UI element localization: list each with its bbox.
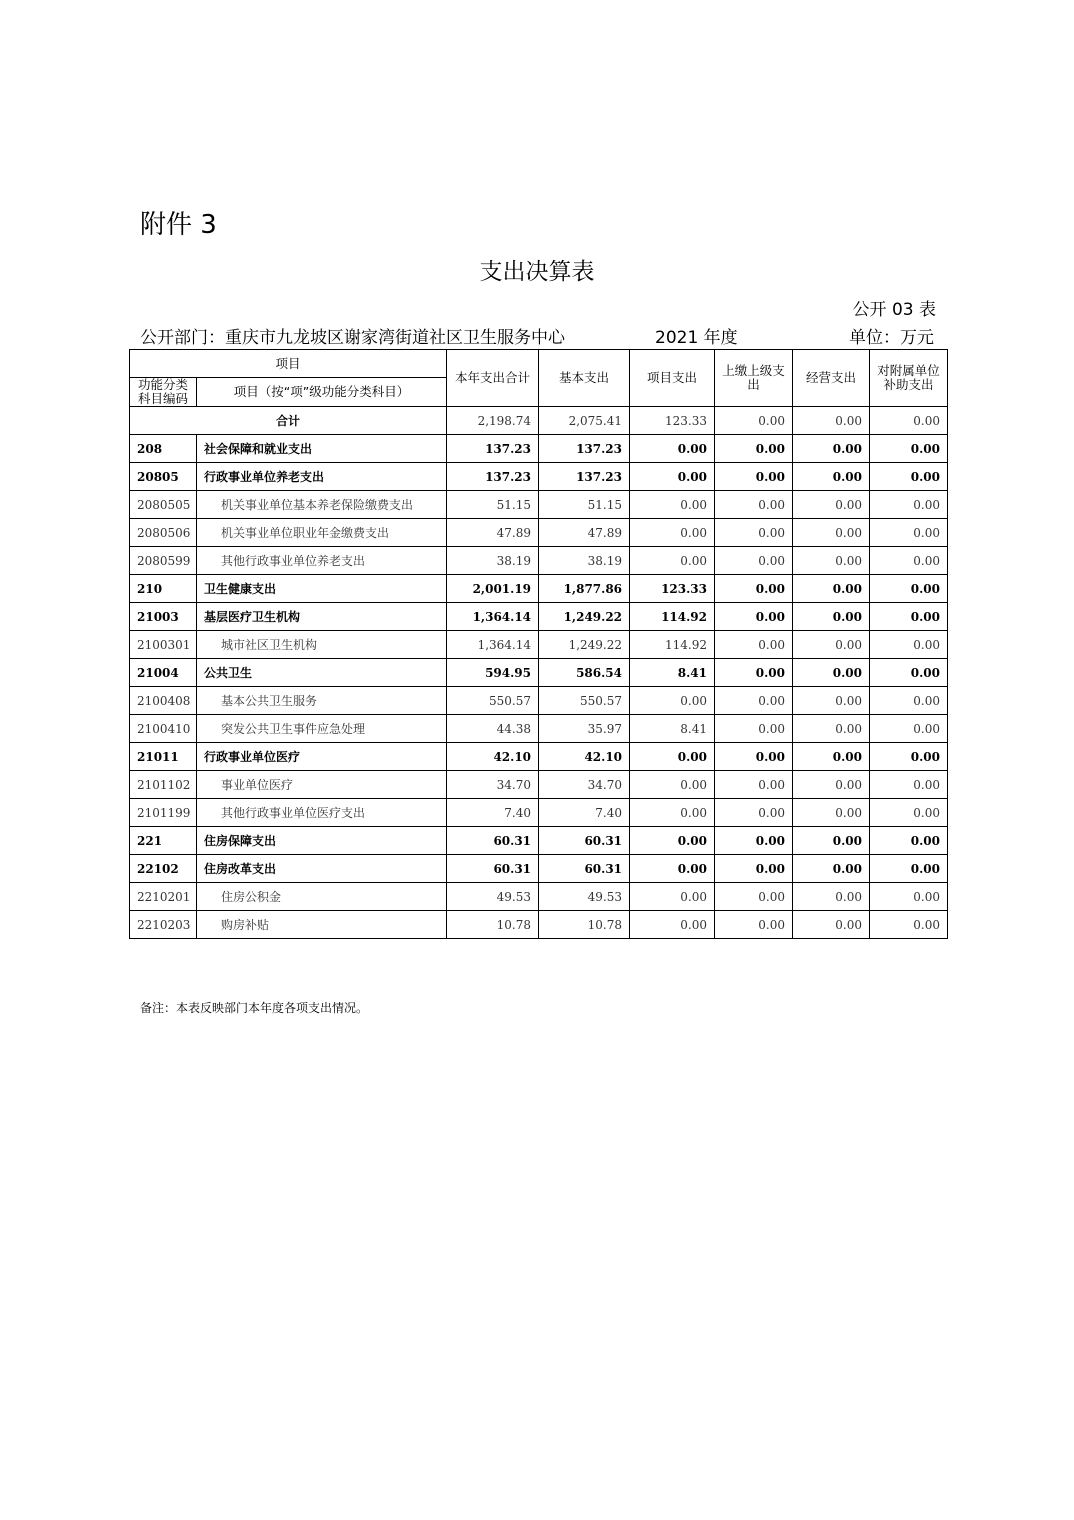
header-code: 功能分类科目编码 [130,378,197,407]
basic-cell: 34.70 [539,771,630,799]
code-cell: 2080505 [130,491,197,519]
subsidy-cell: 0.00 [870,547,948,575]
basic-cell: 60.31 [539,827,630,855]
name-cell: 其他行政事业单位医疗支出 [197,799,447,827]
business-cell: 0.00 [793,575,870,603]
basic-cell: 38.19 [539,547,630,575]
name-cell: 事业单位医疗 [197,771,447,799]
subsidy-cell: 0.00 [870,799,948,827]
code-cell: 221 [130,827,197,855]
subsidy-cell: 0.00 [870,519,948,547]
table-row [130,631,948,659]
subsidy-cell: 0.00 [870,883,948,911]
superior-cell: 0.00 [715,547,793,575]
basic-cell: 42.10 [539,743,630,771]
total-cell: 2,001.19 [447,575,539,603]
code-cell: 2080599 [130,547,197,575]
table-row [130,659,948,687]
project-cell: 123.33 [630,407,715,435]
total-cell: 60.31 [447,855,539,883]
total-cell: 10.78 [447,911,539,939]
table-row [130,911,948,939]
fiscal-year: 2021 年度 [655,328,738,348]
basic-cell: 1,249.22 [539,603,630,631]
header-total: 本年支出合计 [447,350,539,407]
header-item: 项目 [130,350,447,378]
superior-cell: 0.00 [715,827,793,855]
basic-cell: 2,075.41 [539,407,630,435]
total-cell: 2,198.74 [447,407,539,435]
header-name: 项目（按“项”级功能分类科目） [197,378,447,407]
superior-cell: 0.00 [715,407,793,435]
code-cell: 2100301 [130,631,197,659]
basic-cell: 1,249.22 [539,631,630,659]
superior-cell: 0.00 [715,715,793,743]
table-row [130,799,948,827]
total-label: 合计 [130,407,447,435]
header-project: 项目支出 [630,350,715,407]
project-cell: 0.00 [630,827,715,855]
business-cell: 0.00 [793,659,870,687]
name-cell: 公共卫生 [197,659,447,687]
superior-cell: 0.00 [715,575,793,603]
subsidy-cell: 0.00 [870,771,948,799]
project-cell: 0.00 [630,463,715,491]
project-cell: 0.00 [630,687,715,715]
total-cell: 47.89 [447,519,539,547]
code-cell: 210 [130,575,197,603]
business-cell: 0.00 [793,883,870,911]
subsidy-cell: 0.00 [870,715,948,743]
code-cell: 21011 [130,743,197,771]
project-cell: 114.92 [630,603,715,631]
total-cell: 550.57 [447,687,539,715]
total-cell: 60.31 [447,827,539,855]
basic-cell: 586.54 [539,659,630,687]
name-cell: 行政事业单位医疗 [197,743,447,771]
name-cell: 住房公积金 [197,883,447,911]
subsidy-cell: 0.00 [870,659,948,687]
name-cell: 机关事业单位职业年金缴费支出 [197,519,447,547]
subsidy-cell: 0.00 [870,743,948,771]
table-row [130,603,948,631]
superior-cell: 0.00 [715,463,793,491]
total-cell: 137.23 [447,435,539,463]
total-cell: 594.95 [447,659,539,687]
name-cell: 基本公共卫生服务 [197,687,447,715]
superior-cell: 0.00 [715,911,793,939]
subsidy-cell: 0.00 [870,855,948,883]
subsidy-cell: 0.00 [870,827,948,855]
superior-cell: 0.00 [715,631,793,659]
subsidy-cell: 0.00 [870,603,948,631]
basic-cell: 49.53 [539,883,630,911]
total-cell: 44.38 [447,715,539,743]
project-cell: 8.41 [630,659,715,687]
table-row [130,547,948,575]
project-cell: 0.00 [630,743,715,771]
basic-cell: 137.23 [539,463,630,491]
code-cell: 2100410 [130,715,197,743]
name-cell: 机关事业单位基本养老保险缴费支出 [197,491,447,519]
business-cell: 0.00 [793,463,870,491]
name-cell: 基层医疗卫生机构 [197,603,447,631]
table-row [130,687,948,715]
basic-cell: 60.31 [539,855,630,883]
name-cell: 住房改革支出 [197,855,447,883]
business-cell: 0.00 [793,631,870,659]
code-cell: 21004 [130,659,197,687]
basic-cell: 137.23 [539,435,630,463]
subsidy-cell: 0.00 [870,491,948,519]
form-number: 公开 03 表 [852,300,936,320]
superior-cell: 0.00 [715,659,793,687]
superior-cell: 0.00 [715,435,793,463]
total-row [130,407,948,435]
project-cell: 0.00 [630,883,715,911]
business-cell: 0.00 [793,547,870,575]
table-row [130,575,948,603]
code-cell: 2101199 [130,799,197,827]
name-cell: 购房补贴 [197,911,447,939]
table-row [130,883,948,911]
subsidy-cell: 0.00 [870,687,948,715]
expenditure-table [129,349,948,939]
basic-cell: 35.97 [539,715,630,743]
table-row [130,519,948,547]
basic-cell: 47.89 [539,519,630,547]
table-row [130,491,948,519]
project-cell: 0.00 [630,855,715,883]
code-cell: 2210203 [130,911,197,939]
total-cell: 1,364.14 [447,631,539,659]
superior-cell: 0.00 [715,519,793,547]
code-cell: 2080506 [130,519,197,547]
business-cell: 0.00 [793,911,870,939]
code-cell: 20805 [130,463,197,491]
subsidy-cell: 0.00 [870,631,948,659]
business-cell: 0.00 [793,855,870,883]
basic-cell: 550.57 [539,687,630,715]
business-cell: 0.00 [793,519,870,547]
business-cell: 0.00 [793,771,870,799]
table-row [130,771,948,799]
table-row [130,827,948,855]
table-row [130,855,948,883]
superior-cell: 0.00 [715,771,793,799]
business-cell: 0.00 [793,743,870,771]
header-superior: 上缴上级支出 [715,350,793,407]
project-cell: 8.41 [630,715,715,743]
business-cell: 0.00 [793,491,870,519]
subsidy-cell: 0.00 [870,407,948,435]
total-cell: 34.70 [447,771,539,799]
unit-label: 单位：万元 [849,328,934,348]
attachment-label: 附件 3 [140,210,217,240]
total-cell: 49.53 [447,883,539,911]
basic-cell: 1,877.86 [539,575,630,603]
superior-cell: 0.00 [715,883,793,911]
superior-cell: 0.00 [715,687,793,715]
superior-cell: 0.00 [715,743,793,771]
name-cell: 城市社区卫生机构 [197,631,447,659]
department-label: 公开部门：重庆市九龙坡区谢家湾街道社区卫生服务中心 [140,328,565,348]
page-title: 支出决算表 [479,259,595,285]
subsidy-cell: 0.00 [870,435,948,463]
superior-cell: 0.00 [715,855,793,883]
header-basic: 基本支出 [539,350,630,407]
total-cell: 51.15 [447,491,539,519]
business-cell: 0.00 [793,687,870,715]
project-cell: 0.00 [630,435,715,463]
code-cell: 21003 [130,603,197,631]
project-cell: 0.00 [630,547,715,575]
table-row [130,435,948,463]
name-cell: 住房保障支出 [197,827,447,855]
business-cell: 0.00 [793,715,870,743]
code-cell: 2210201 [130,883,197,911]
table-row [130,743,948,771]
basic-cell: 10.78 [539,911,630,939]
project-cell: 0.00 [630,799,715,827]
basic-cell: 7.40 [539,799,630,827]
table-body [130,407,948,939]
code-cell: 208 [130,435,197,463]
superior-cell: 0.00 [715,491,793,519]
total-cell: 137.23 [447,463,539,491]
name-cell: 卫生健康支出 [197,575,447,603]
total-cell: 42.10 [447,743,539,771]
total-cell: 38.19 [447,547,539,575]
basic-cell: 51.15 [539,491,630,519]
project-cell: 123.33 [630,575,715,603]
business-cell: 0.00 [793,407,870,435]
code-cell: 2100408 [130,687,197,715]
code-cell: 22102 [130,855,197,883]
business-cell: 0.00 [793,827,870,855]
business-cell: 0.00 [793,799,870,827]
name-cell: 社会保障和就业支出 [197,435,447,463]
name-cell: 突发公共卫生事件应急处理 [197,715,447,743]
superior-cell: 0.00 [715,603,793,631]
superior-cell: 0.00 [715,799,793,827]
footnote: 备注：本表反映部门本年度各项支出情况。 [140,1001,369,1015]
name-cell: 其他行政事业单位养老支出 [197,547,447,575]
total-cell: 7.40 [447,799,539,827]
business-cell: 0.00 [793,435,870,463]
project-cell: 114.92 [630,631,715,659]
subsidy-cell: 0.00 [870,911,948,939]
project-cell: 0.00 [630,519,715,547]
table-row [130,715,948,743]
subsidy-cell: 0.00 [870,463,948,491]
table-row [130,463,948,491]
project-cell: 0.00 [630,771,715,799]
subsidy-cell: 0.00 [870,575,948,603]
project-cell: 0.00 [630,911,715,939]
business-cell: 0.00 [793,603,870,631]
name-cell: 行政事业单位养老支出 [197,463,447,491]
total-cell: 1,364.14 [447,603,539,631]
project-cell: 0.00 [630,491,715,519]
header-subsidy: 对附属单位补助支出 [870,350,948,407]
header-business: 经营支出 [793,350,870,407]
code-cell: 2101102 [130,771,197,799]
